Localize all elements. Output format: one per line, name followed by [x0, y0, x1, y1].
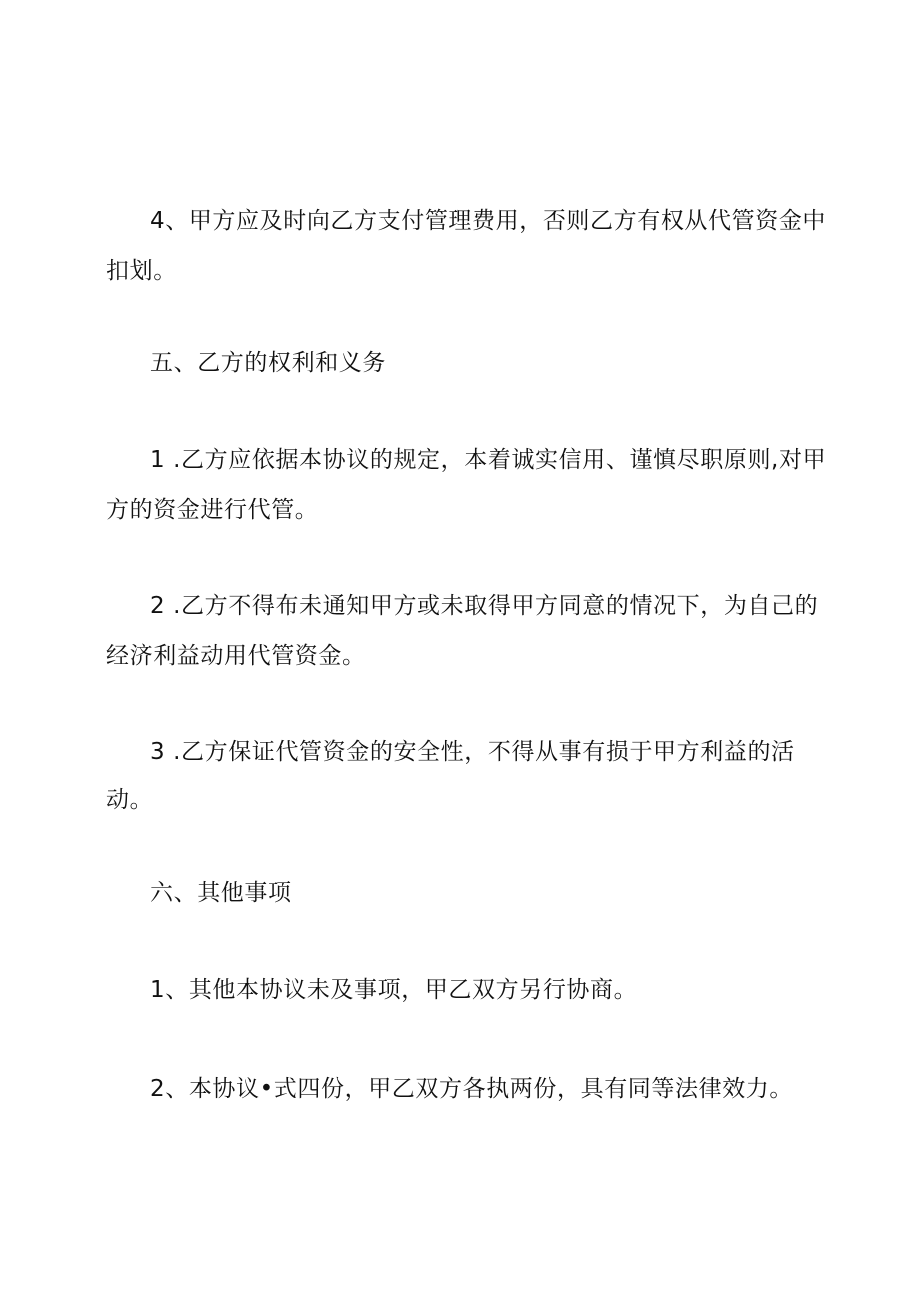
section-5-item-1-line-2: 方的资金进行代管。 — [106, 497, 319, 523]
section-5-item-3-line-1: 3 .乙方保证代管资金的安全性，不得从事有损于甲方利益的活 — [150, 739, 795, 765]
paragraph-4-line-2: 扣划。 — [106, 258, 177, 284]
section-5-item-2-line-2: 经济利益动用代管资金。 — [106, 643, 366, 669]
section-5-item-3-line-2: 动。 — [106, 787, 154, 813]
section-6-item-2: 2、本协议•式四份，甲乙双方各执两份，具有同等法律效力。 — [150, 1076, 793, 1102]
section-5-item-2-line-1: 2 .乙方不得布未通知甲方或未取得甲方同意的情况下，为自己的 — [150, 593, 819, 619]
section-6-item-1: 1、其他本协议未及事项，甲乙双方另行协商。 — [150, 977, 638, 1003]
section-6-heading: 六、其他事项 — [150, 880, 292, 906]
paragraph-4-line-1: 4、甲方应及时向乙方支付管理费用，否则乙方有权从代管资金中 — [150, 208, 827, 234]
section-5-item-1-line-1: 1 .乙方应依据本协议的规定，本着诚实信用、谨慎尽职原则,对甲 — [150, 447, 827, 473]
section-5-heading: 五、乙方的权利和义务 — [150, 350, 386, 376]
